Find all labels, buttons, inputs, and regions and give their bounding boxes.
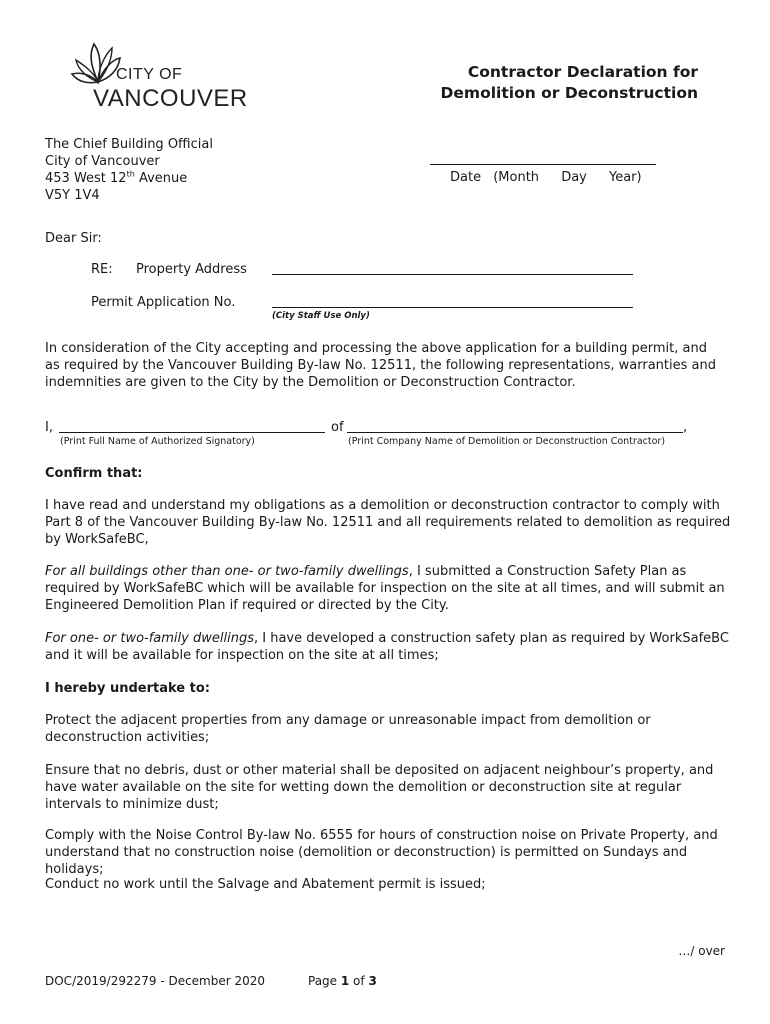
of-label: of (331, 420, 344, 435)
permit-application-label: Permit Application No. (91, 295, 236, 310)
page-number: Page 1 of 3 (308, 974, 377, 988)
date-label: Date (450, 170, 482, 185)
re-label: RE: (91, 262, 113, 277)
title-line-2: Demolition or Deconstruction (440, 84, 698, 102)
continued-over: …/ over (678, 944, 725, 958)
confirm-p2-italic: For all buildings other than one- or two-family dwellings (45, 564, 409, 579)
comma-label: , (683, 420, 688, 435)
document-title (441, 62, 698, 104)
day-label: Day (561, 170, 587, 185)
undertake-heading: I hereby undertake to: (45, 681, 210, 696)
confirm-p2-rest: , I submitted a Construction Safety Plan as required by WorkSafeBC which will be available for inspection on the site at all times, and will submit an Engineered Demolition Plan if required or directed by the City. (45, 564, 725, 613)
undertake-paragraph-3: Comply with the Noise Control By-law No. 6555 for hours of construction noise on Private Property, and understand that no construction noise (demolition or deconstruction) is permitted on Sundays and holidays; (45, 828, 718, 877)
undertake-paragraph-1: Protect the adjacent properties from any damage or unreasonable impact from demolition or deconstruction activities; (45, 713, 651, 745)
month-label: (Month (493, 170, 540, 185)
city-staff-note: (City Staff Use Only) (272, 311, 370, 321)
recipient-address (45, 136, 213, 204)
signatory-name-field[interactable] (59, 432, 325, 433)
intro-paragraph: In consideration of the City accepting and processing the above application for a building permit, and as required by the Vancouver Building By-law No. 12511, the following representations, warranties and indemnities are given to the City by the Demolition or Deconstruction Contractor. (45, 341, 716, 390)
year-label: Year) (609, 170, 642, 185)
property-address-label: Property Address (136, 262, 247, 277)
address-line-2: City of Vancouver (45, 154, 160, 169)
company-name-caption: (Print Company Name of Demolition or Deconstruction Contractor) (348, 436, 666, 447)
undertake-paragraph-2: Ensure that no debris, dust or other material shall be deposited on adjacent neighbour’s property, and have water available on the site for wetting down the demolition or deconstruction site at regular intervals to minimize dust; (45, 763, 714, 812)
address-line-1: The Chief Building Official (45, 137, 213, 152)
signatory-name-caption: (Print Full Name of Authorized Signatory) (60, 436, 255, 447)
city-logo (68, 38, 248, 112)
address-line-4: V5Y 1V4 (45, 188, 100, 203)
logo-city-of: CITY OF (116, 66, 183, 83)
logo-vancouver: VANCOUVER (93, 85, 248, 112)
date-field-line[interactable] (430, 164, 656, 165)
title-line-1: Contractor Declaration for (467, 63, 698, 81)
salutation: Dear Sir: (45, 231, 102, 246)
confirm-heading: Confirm that: (45, 466, 143, 481)
confirm-p3-rest: , I have developed a construction safety plan as required by WorkSafeBC and it will be available for inspection on the site at all times; (45, 631, 729, 663)
i-label: I, (45, 420, 53, 435)
date-caption (450, 169, 642, 186)
confirm-paragraph-2 (45, 563, 735, 614)
confirm-p3-italic: For one- or two-family dwellings (45, 631, 254, 646)
confirm-paragraph-1: I have read and understand my obligations as a demolition or deconstruction contractor to comply with Part 8 of the Vancouver Building By-law No. 12511 and all requirements related to demolition as required by WorkSafeBC, (45, 498, 731, 547)
document-reference: DOC/2019/292279 - December 2020 (45, 974, 266, 988)
property-address-field[interactable] (272, 274, 633, 275)
address-line-3: 453 West 12th Avenue (45, 169, 188, 186)
undertake-paragraph-4: Conduct no work until the Salvage and Abatement permit is issued; (45, 877, 486, 892)
company-name-field[interactable] (347, 432, 683, 433)
permit-application-field[interactable] (272, 307, 633, 308)
confirm-paragraph-3 (45, 630, 735, 664)
